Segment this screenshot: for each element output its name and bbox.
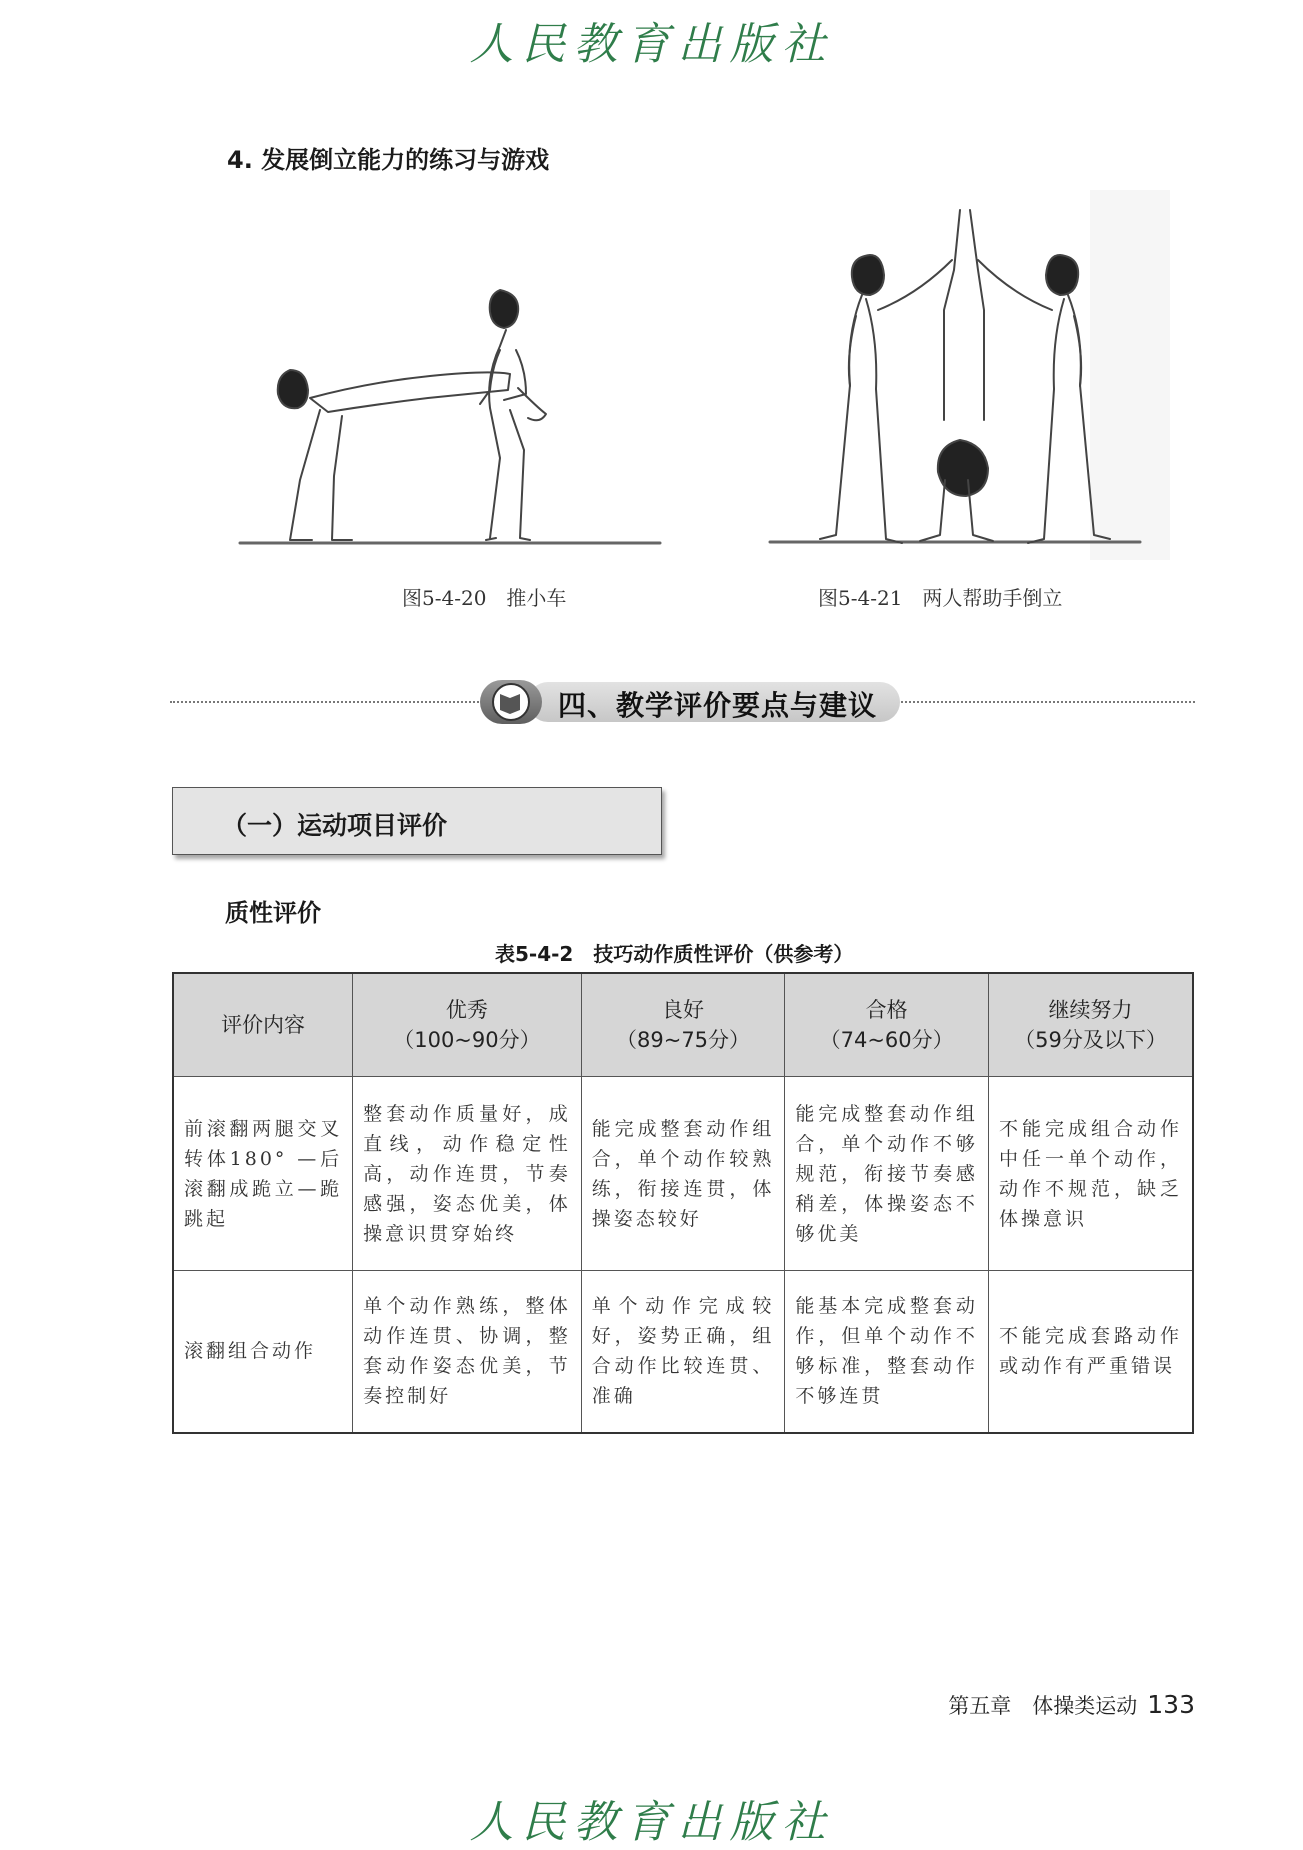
table-cell: 能完成整套动作组合，单个动作较熟练，衔接连贯，体操姿态较好 [581, 1077, 785, 1271]
wheelbarrow-illustration [230, 260, 670, 550]
header-score-range: （74~60分） [819, 1028, 954, 1052]
section-banner-title: 四、教学评价要点与建议 [558, 689, 878, 722]
figure-caption-2: 图5-4-21 两人帮助手倒立 [818, 586, 1063, 610]
header-label: 评价内容 [221, 1013, 306, 1037]
page-footer [948, 1690, 1195, 1720]
section-heading: 4. 发展倒立能力的练习与游戏 [227, 146, 550, 174]
table-cell: 前滚翻两腿交叉转体180° —后滚翻成跪立—跪跳起 [173, 1077, 353, 1271]
header-label: 继续努力 [1048, 998, 1133, 1022]
table-header-cell [785, 973, 989, 1077]
header-score-range: （59分及以下） [1014, 1028, 1167, 1052]
table-header-cell [988, 973, 1193, 1077]
chapter-label: 第五章 体操类运动 [948, 1694, 1138, 1718]
table-cell: 能完成整套动作组合，单个动作不够规范，衔接节奏感稍差，体操姿态不够优美 [785, 1077, 989, 1271]
figure-caption-1: 图5-4-20 推小车 [402, 586, 567, 610]
publisher-watermark-top: 人民教育出版社 [469, 19, 834, 70]
table-header-row [173, 973, 1193, 1077]
table-title: 表5-4-2 技巧动作质性评价（供参考） [495, 942, 854, 966]
header-score-range: （89~75分） [616, 1028, 751, 1052]
table-row [173, 1271, 1193, 1433]
page-number: 133 [1147, 1690, 1195, 1719]
header-label: 良好 [662, 998, 705, 1022]
table-cell: 能基本完成整套动作，但单个动作不够标准，整套动作不够连贯 [785, 1271, 989, 1433]
table-row [173, 1077, 1193, 1271]
table-header-cell [581, 973, 785, 1077]
header-score-range: （100~90分） [393, 1028, 541, 1052]
table-header-cell [173, 973, 353, 1077]
table-header-cell [353, 973, 582, 1077]
subsection-title: （一）运动项目评价 [222, 811, 448, 840]
table-cell: 滚翻组合动作 [173, 1271, 353, 1433]
assisted-handstand-illustration [760, 190, 1190, 560]
table-cell: 单个动作熟练，整体动作连贯、协调，整套动作姿态优美，节奏控制好 [353, 1271, 582, 1433]
table-cell: 不能完成组合动作中任一单个动作，动作不规范，缺乏体操意识 [988, 1077, 1193, 1271]
book-icon [480, 680, 542, 724]
table-cell: 整套动作质量好，成直线，动作稳定性高，动作连贯，节奏感强，姿态优美，体操意识贯穿始终 [353, 1077, 582, 1271]
evaluation-table [172, 972, 1194, 1434]
table-cell: 不能完成套路动作或动作有严重错误 [988, 1271, 1193, 1433]
table-cell: 单个动作完成较好，姿势正确，组合动作比较连贯、准确 [581, 1271, 785, 1433]
publisher-watermark-bottom: 人民教育出版社 [469, 1797, 834, 1848]
qualitative-heading: 质性评价 [225, 899, 321, 927]
header-label: 合格 [865, 998, 908, 1022]
header-label: 优秀 [445, 998, 488, 1022]
